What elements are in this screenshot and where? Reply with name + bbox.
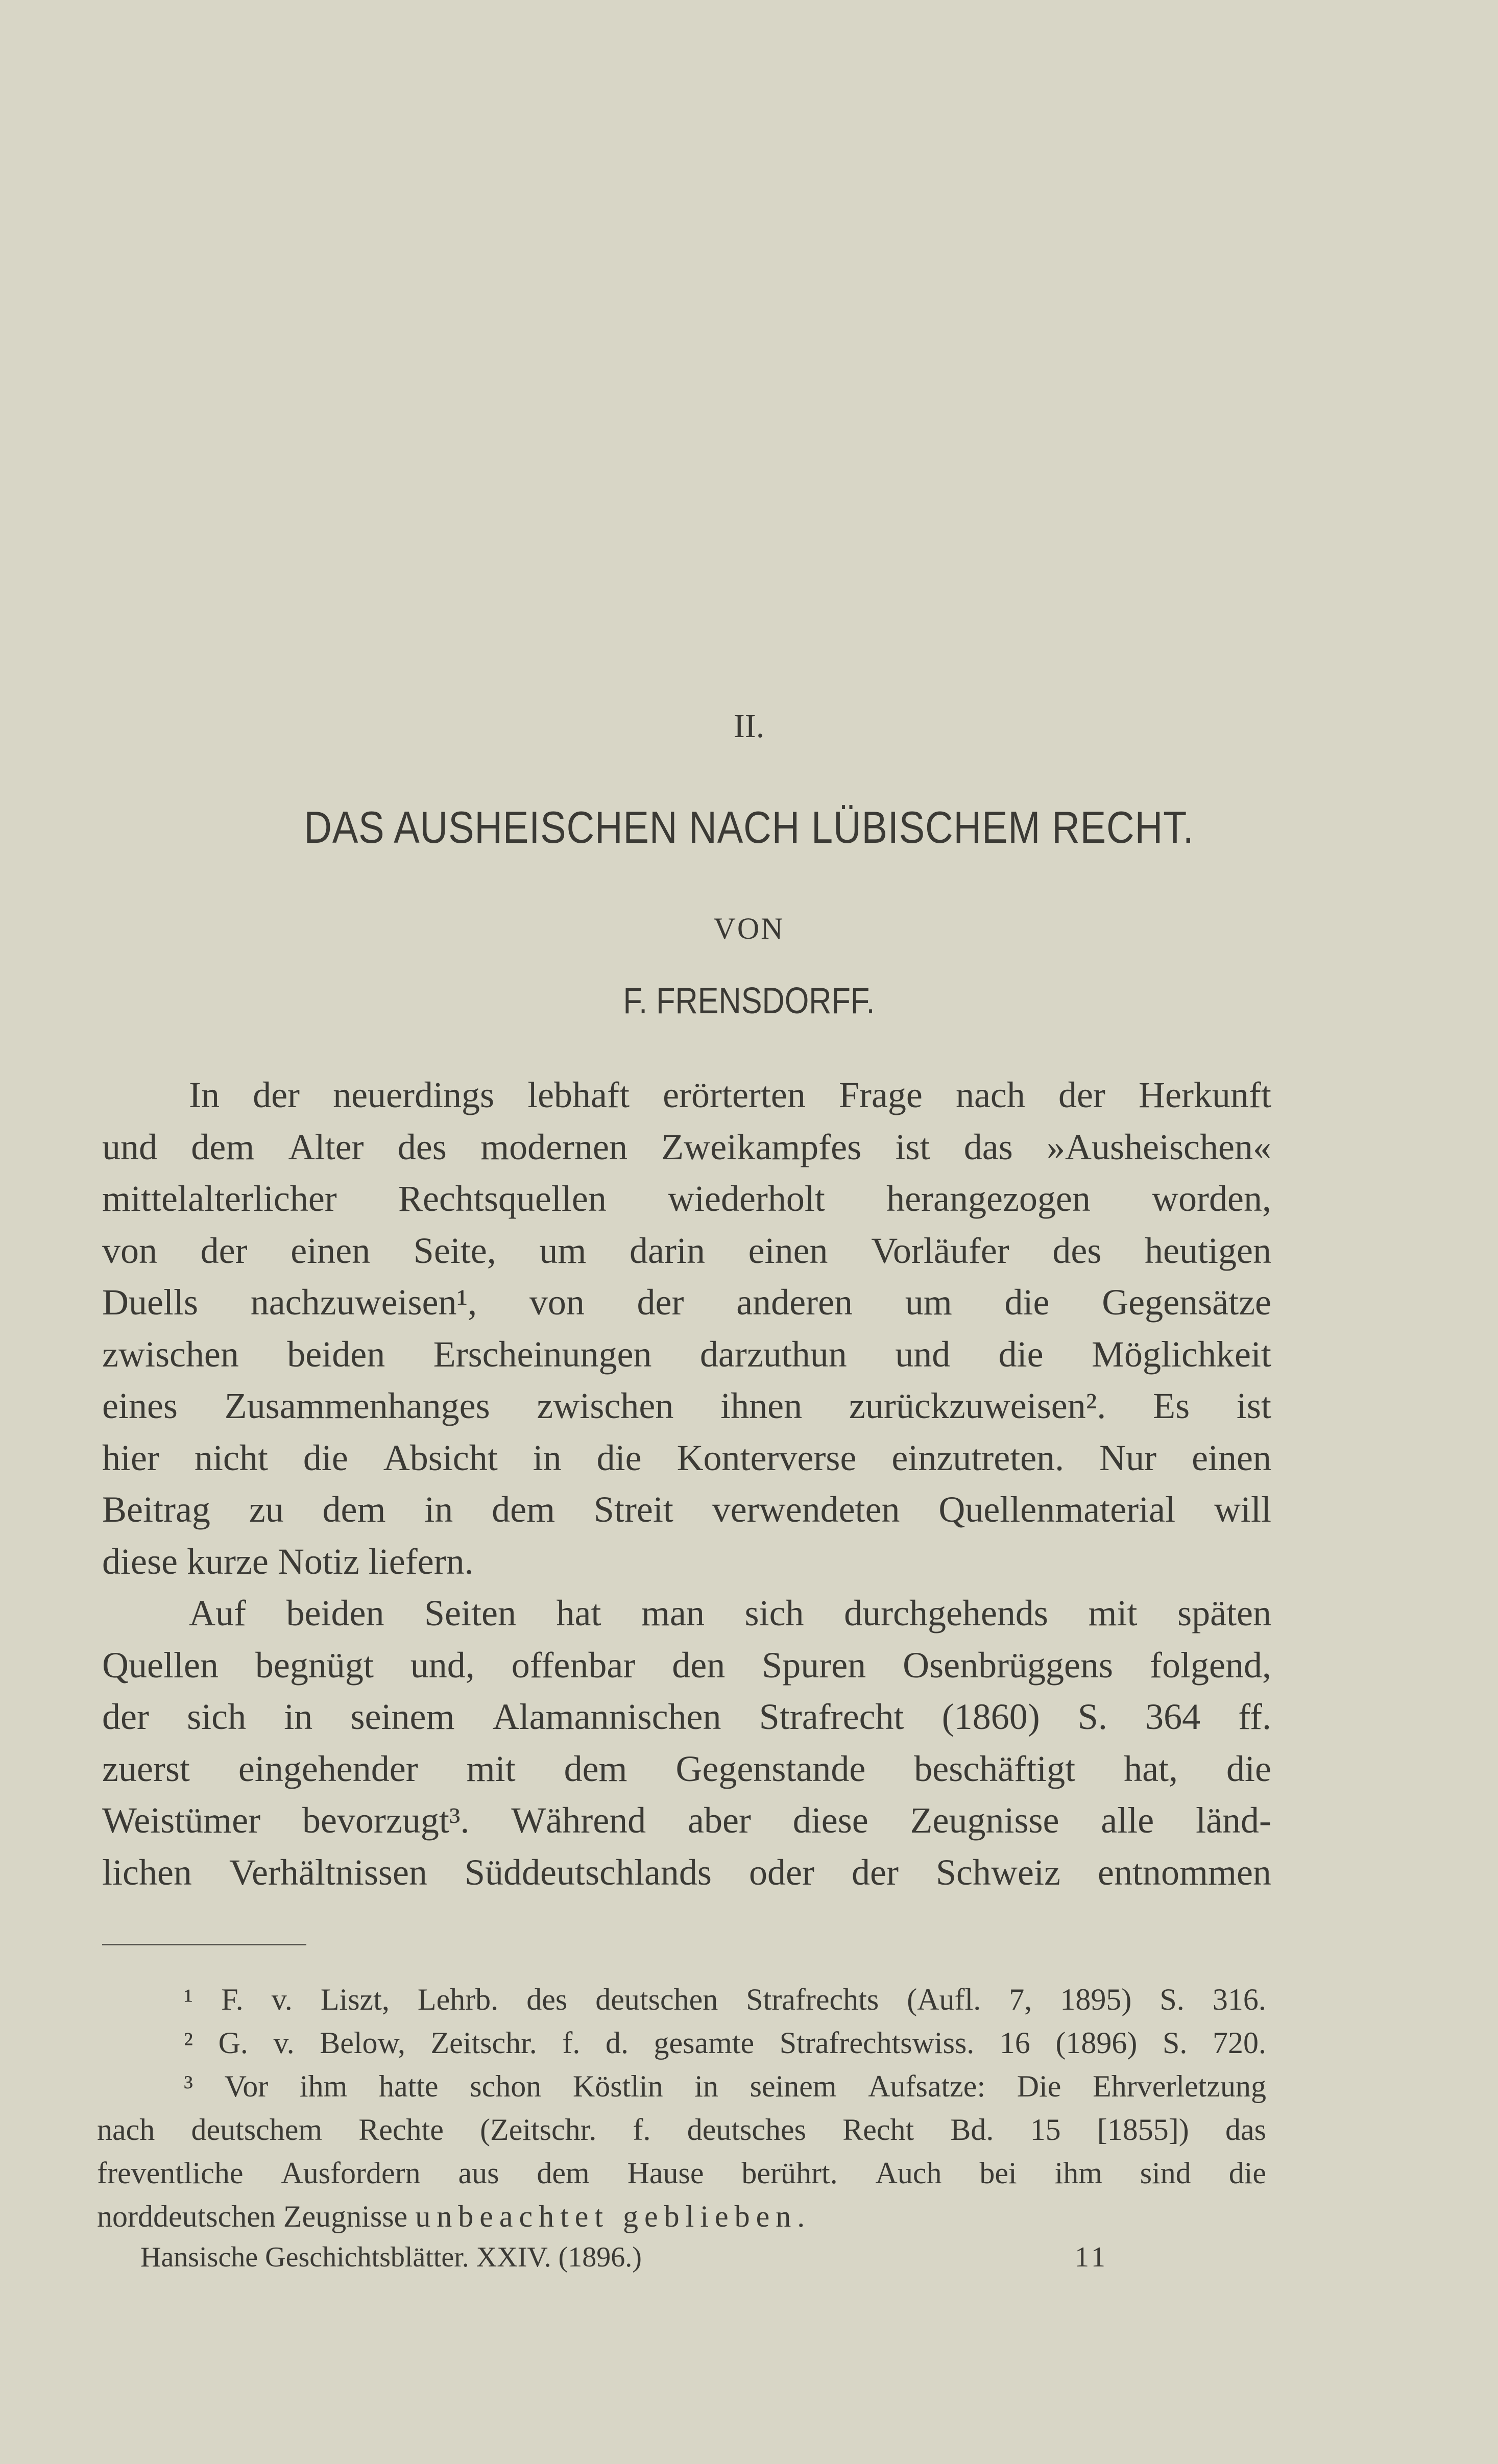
word: modernen — [480, 1126, 627, 1167]
word: Quellen — [102, 1644, 219, 1686]
word: das — [963, 1126, 1013, 1167]
word: nachzuweisen¹, — [250, 1282, 477, 1323]
word: aus — [458, 2156, 499, 2190]
word: nach — [97, 2113, 155, 2146]
text-line — [102, 1743, 1271, 1795]
word: eines — [102, 1385, 178, 1426]
word: ist — [1236, 1385, 1271, 1426]
word: Lehrb. — [417, 1983, 499, 2016]
paragraph-2 — [102, 1588, 1271, 1898]
word: deutsches — [687, 2113, 806, 2146]
word: Liszt, — [320, 1983, 390, 2016]
word: freventliche — [97, 2156, 244, 2190]
word: Streit — [593, 1489, 673, 1530]
word: gesamte — [654, 2026, 755, 2060]
word: Verhältnissen — [229, 1851, 427, 1893]
word: Es — [1153, 1385, 1190, 1426]
word: zu — [249, 1489, 284, 1530]
word: einzutreten. — [891, 1437, 1065, 1478]
word: beiden — [286, 1593, 384, 1633]
word: f. — [633, 2113, 651, 2146]
word: Zeitschr. — [430, 2026, 537, 2060]
body-text — [102, 1069, 1271, 1898]
text-line — [102, 1588, 1271, 1640]
word: mittelalterlicher — [102, 1178, 337, 1219]
word: (1860) — [941, 1696, 1040, 1737]
article-number: II. — [733, 708, 765, 745]
text-line — [102, 1536, 1271, 1588]
word: der — [200, 1230, 248, 1271]
word: [1855]) — [1097, 2113, 1189, 2146]
word: ff. — [1238, 1696, 1271, 1737]
word: hatte — [378, 2069, 439, 2103]
word: deutschem — [191, 2113, 323, 2146]
word: Zeugnisse — [910, 1800, 1059, 1841]
word: dem — [564, 1748, 627, 1789]
word: Quellenmaterial — [938, 1489, 1176, 1530]
article-title: DAS AUSHEISCHEN NACH LÜBISCHEM RECHT. — [304, 802, 1194, 852]
text-line — [102, 1277, 1271, 1329]
word: Weistümer — [102, 1800, 261, 1841]
word: der — [1058, 1075, 1105, 1115]
word: beiden — [287, 1333, 385, 1375]
word: des — [1052, 1230, 1102, 1271]
word: Erscheinungen — [433, 1333, 652, 1375]
word: lebhaft — [527, 1075, 630, 1115]
text-line — [102, 1380, 1271, 1432]
word: durchgehends — [844, 1593, 1048, 1633]
word: die — [1228, 2156, 1266, 2190]
word: mit — [1088, 1593, 1138, 1633]
paragraph-1 — [102, 1069, 1271, 1588]
word: um — [539, 1230, 587, 1271]
word: Rechte — [358, 2113, 444, 2146]
word: einen — [1192, 1437, 1271, 1478]
word: Herkunft — [1138, 1075, 1271, 1115]
word: aber — [688, 1800, 751, 1841]
footnote-1 — [97, 1978, 1266, 2021]
footnote-divider — [102, 1944, 306, 1945]
word: des — [397, 1126, 447, 1167]
word: Aufsatze: — [868, 2069, 986, 2103]
word: Nur — [1099, 1437, 1157, 1478]
word: sich — [187, 1696, 247, 1737]
word: zwischen — [102, 1333, 239, 1375]
text-line — [102, 1795, 1271, 1847]
word: Rechtsquellen — [398, 1178, 607, 1219]
word: Gegensätze — [1102, 1282, 1271, 1323]
word: berührt. — [741, 2156, 838, 2190]
word: darzuthun — [699, 1333, 847, 1375]
word: S. — [1077, 1696, 1107, 1737]
word: diese — [792, 1800, 868, 1841]
word: ihm — [1054, 2156, 1102, 2190]
word: das — [1225, 2113, 1266, 2146]
text-line — [102, 1847, 1271, 1899]
word: S. — [1159, 1983, 1185, 2016]
word: zuerst — [102, 1748, 190, 1789]
word: Auch — [875, 2156, 942, 2190]
word: herangezogen — [886, 1178, 1091, 1219]
journal-footer: Hansische Geschichtsblätter. XXIV. (1896.) — [140, 2241, 642, 2273]
author-name: F. FRENSDORFF. — [623, 981, 875, 1021]
text-line — [102, 1691, 1271, 1743]
byline-von: VON — [713, 912, 785, 945]
word: länd- — [1196, 1800, 1271, 1841]
word: sind — [1140, 2156, 1191, 2190]
word: die — [1004, 1282, 1050, 1323]
text-line — [102, 1121, 1271, 1174]
word: Möglichkeit — [1091, 1333, 1271, 1375]
word: Zweikampfes — [661, 1126, 862, 1167]
word: Strafrechts — [746, 1983, 879, 2016]
word: ihm — [299, 2069, 348, 2103]
word: 316. — [1212, 1983, 1266, 2016]
word: Während — [511, 1800, 646, 1841]
text-line — [102, 1329, 1271, 1381]
word: Recht — [842, 2113, 914, 2146]
word: Frage — [838, 1075, 923, 1115]
word: 16 — [999, 2026, 1030, 2060]
word: um — [905, 1282, 952, 1323]
footnotes — [97, 1978, 1266, 2238]
word: 1895) — [1060, 1983, 1132, 2016]
word: ¹ — [184, 1983, 193, 2016]
word: G. — [218, 2026, 248, 2060]
word: dem — [191, 1126, 255, 1167]
word: anderen — [736, 1282, 853, 1323]
footnote-3-text: norddeutschen Zeugnisse — [97, 2200, 416, 2233]
text-line — [102, 1640, 1271, 1692]
word: sich — [744, 1593, 804, 1633]
word: der — [637, 1282, 684, 1323]
word: und — [102, 1126, 157, 1167]
word: Alter — [288, 1126, 364, 1167]
footnote-2 — [97, 2021, 1266, 2065]
word: (Zeitschr. — [480, 2113, 597, 2146]
word: hier — [102, 1437, 159, 1478]
word: Ehrverletzung — [1093, 2069, 1266, 2103]
word: hat — [556, 1593, 601, 1633]
word: man — [641, 1593, 705, 1633]
word: worden, — [1152, 1178, 1271, 1219]
text-line — [102, 1069, 1271, 1121]
word: neuerdings — [333, 1075, 494, 1115]
word: zurückzuweisen². — [849, 1385, 1106, 1426]
word: 15 — [1030, 2113, 1061, 2146]
word: ³ — [184, 2069, 193, 2103]
word: Schweiz — [936, 1851, 1060, 1893]
word: in — [284, 1696, 313, 1737]
word: oder — [749, 1851, 814, 1893]
word: Die — [1017, 2069, 1061, 2103]
word: späten — [1177, 1593, 1271, 1633]
word: ² — [184, 2026, 193, 2060]
line-text: diese kurze Notiz liefern. — [102, 1541, 474, 1582]
word: alle — [1101, 1800, 1154, 1841]
word: offenbar — [511, 1644, 636, 1686]
word: will — [1214, 1489, 1271, 1530]
word: In — [189, 1075, 220, 1115]
word: S. — [1163, 2026, 1188, 2060]
word: mit — [466, 1748, 516, 1789]
word: dem — [492, 1489, 555, 1530]
word: die — [596, 1437, 642, 1478]
word: Bd. — [950, 2113, 994, 2146]
word: von — [102, 1230, 157, 1271]
word: hat, — [1124, 1748, 1178, 1789]
word: entnommen — [1097, 1851, 1271, 1893]
word: dem — [537, 2156, 590, 2190]
footnote-3-line-4 — [97, 2195, 1266, 2238]
word: d. — [605, 2026, 629, 2060]
word: lichen — [102, 1851, 192, 1893]
word: der — [852, 1851, 899, 1893]
word: dem — [322, 1489, 386, 1530]
word: Ausfordern — [281, 2156, 421, 2190]
word: Absicht — [383, 1437, 498, 1478]
word: erörterten — [663, 1075, 806, 1115]
word: in — [694, 2069, 718, 2103]
word: begnügt — [255, 1644, 374, 1686]
word: Strafrecht — [759, 1696, 904, 1737]
word: Strafrechtswiss. — [779, 2026, 975, 2060]
word: f. — [562, 2026, 581, 2060]
word: zwischen — [537, 1385, 674, 1426]
word: 720. — [1212, 2026, 1266, 2060]
word: und, — [410, 1644, 475, 1686]
word: und — [895, 1333, 951, 1375]
footnote-3-line-1 — [97, 2065, 1266, 2108]
word: (1896) — [1055, 2026, 1138, 2060]
signature-mark: 11 — [1075, 2241, 1108, 2273]
footnote-3-line-2 — [97, 2108, 1266, 2152]
word: die — [303, 1437, 348, 1478]
word: einen — [748, 1230, 828, 1271]
word: seinem — [750, 2069, 837, 2103]
word: deutschen — [595, 1983, 718, 2016]
word: einen — [291, 1230, 371, 1271]
word: v. — [273, 2026, 295, 2060]
word: ist — [895, 1126, 930, 1167]
word: die — [1226, 1748, 1271, 1789]
word: Vorläufer — [871, 1230, 1009, 1271]
word: Seiten — [424, 1593, 516, 1633]
word: Köstlin — [572, 2069, 663, 2103]
word: beschäftigt — [914, 1748, 1076, 1789]
word: der — [253, 1075, 300, 1115]
word: Süddeutschlands — [464, 1851, 712, 1893]
word: Zusammenhanges — [224, 1385, 490, 1426]
word: von — [529, 1282, 585, 1323]
text-line — [102, 1432, 1271, 1484]
word: darin — [630, 1230, 705, 1271]
footnote-3-spaced-text: unbeachtet geblieben. — [415, 2200, 811, 2233]
word: des — [526, 1983, 568, 2016]
word: seinem — [350, 1696, 455, 1737]
word: Hause — [627, 2156, 704, 2190]
word: F. — [221, 1983, 244, 2016]
word: (Aufl. — [907, 1983, 981, 2016]
footnote-3-line-3 — [97, 2152, 1266, 2195]
word: Spuren — [762, 1644, 866, 1686]
word: Konterverse — [676, 1437, 857, 1478]
word: in — [533, 1437, 562, 1478]
word: Below, — [320, 2026, 405, 2060]
word: den — [672, 1644, 726, 1686]
word: nicht — [194, 1437, 268, 1478]
word: Beitrag — [102, 1489, 210, 1530]
word: heutigen — [1145, 1230, 1271, 1271]
word: wiederholt — [668, 1178, 825, 1219]
word: v. — [271, 1983, 293, 2016]
word: eingehender — [238, 1748, 418, 1789]
word: schon — [470, 2069, 542, 2103]
text-line — [102, 1173, 1271, 1225]
word: Auf — [189, 1593, 246, 1633]
word: nach — [955, 1075, 1025, 1115]
word: in — [424, 1489, 453, 1530]
word: Seite, — [413, 1230, 496, 1271]
word: folgend, — [1150, 1644, 1271, 1686]
word: verwendeten — [712, 1489, 900, 1530]
word: »Ausheischen« — [1047, 1126, 1271, 1167]
word: Gegenstande — [675, 1748, 866, 1789]
word: bei — [979, 2156, 1017, 2190]
word: 7, — [1009, 1983, 1032, 2016]
word: Vor — [224, 2069, 269, 2103]
word: bevorzugt³. — [302, 1800, 470, 1841]
word: Alamannischen — [492, 1696, 721, 1737]
word: 364 — [1145, 1696, 1201, 1737]
word: die — [998, 1333, 1044, 1375]
word: Duells — [102, 1282, 198, 1323]
word: Osenbrüggens — [903, 1644, 1114, 1686]
text-line — [102, 1225, 1271, 1277]
word: der — [102, 1696, 149, 1737]
text-line — [102, 1484, 1271, 1536]
word: ihnen — [720, 1385, 803, 1426]
